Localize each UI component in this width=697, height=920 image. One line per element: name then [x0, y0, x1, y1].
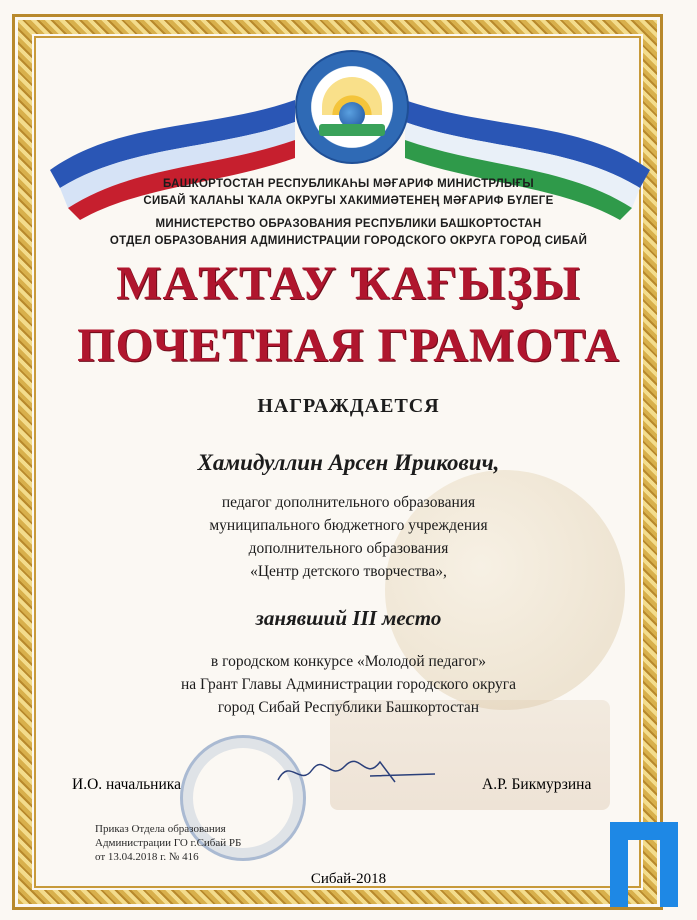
contest-line: город Сибай Республики Башкортостан [217, 699, 480, 716]
dept-ru: ОТДЕЛ ОБРАЗОВАНИЯ АДМИНИСТРАЦИИ ГОРОДСКОГО ОКРУГА ГОРОД СИБАЙ [109, 235, 588, 247]
signer-name: А.Р. Бикмурзина [482, 776, 592, 793]
dept-ba: СИБАЙ ҠАЛАҺЫ ҠАЛА ОКРУГЫ ХАКИМИӘТЕНЕҢ МӘҒАРИФ БҮЛЕГЕ [143, 195, 554, 207]
ministry-ba: БАШКОРТОСТАН РЕСПУБЛИКАҺЫ МӘҒАРИФ МИНИСТРЛЫҒЫ [163, 178, 534, 190]
position-line: муниципального бюджетного учреждения [209, 517, 488, 534]
city-year: Сибай-2018 [310, 871, 387, 887]
contest-line: в городском конкурсе «Молодой педагог» [210, 653, 487, 670]
position-line: «Центр детского творчества», [250, 563, 447, 580]
signer-title: И.О. начальника [72, 776, 181, 793]
place-text: занявший III место [255, 606, 442, 630]
education-emblem [295, 50, 409, 164]
corner-logo-icon [600, 812, 688, 912]
title-ru: ПОЧЕТНАЯ ГРАМОТА [77, 319, 620, 372]
recipient-name: Хамидуллин Арсен Ирикович, [197, 450, 500, 475]
ministry-ru: МИНИСТЕРСТВО ОБРАЗОВАНИЯ РЕСПУБЛИКИ БАШКОРТОСТАН [155, 218, 542, 230]
order-line: Администрации ГО г.Сибай РБ [95, 837, 242, 849]
title-ba: МАҠТАУ ҠАҒЫҘЫ [116, 257, 581, 310]
position-line: дополнительного образования [248, 540, 449, 557]
awarded-label: НАГРАЖДАЕТСЯ [257, 395, 440, 417]
handwritten-signature [270, 752, 440, 792]
order-line: Приказ Отдела образования [95, 823, 226, 835]
contest-line: на Грант Главы Администрации городского округа [180, 676, 517, 693]
position-line: педагог дополнительного образования [221, 494, 476, 511]
order-line: от 13.04.2018 г. № 416 [95, 851, 199, 863]
book-icon [319, 124, 385, 136]
